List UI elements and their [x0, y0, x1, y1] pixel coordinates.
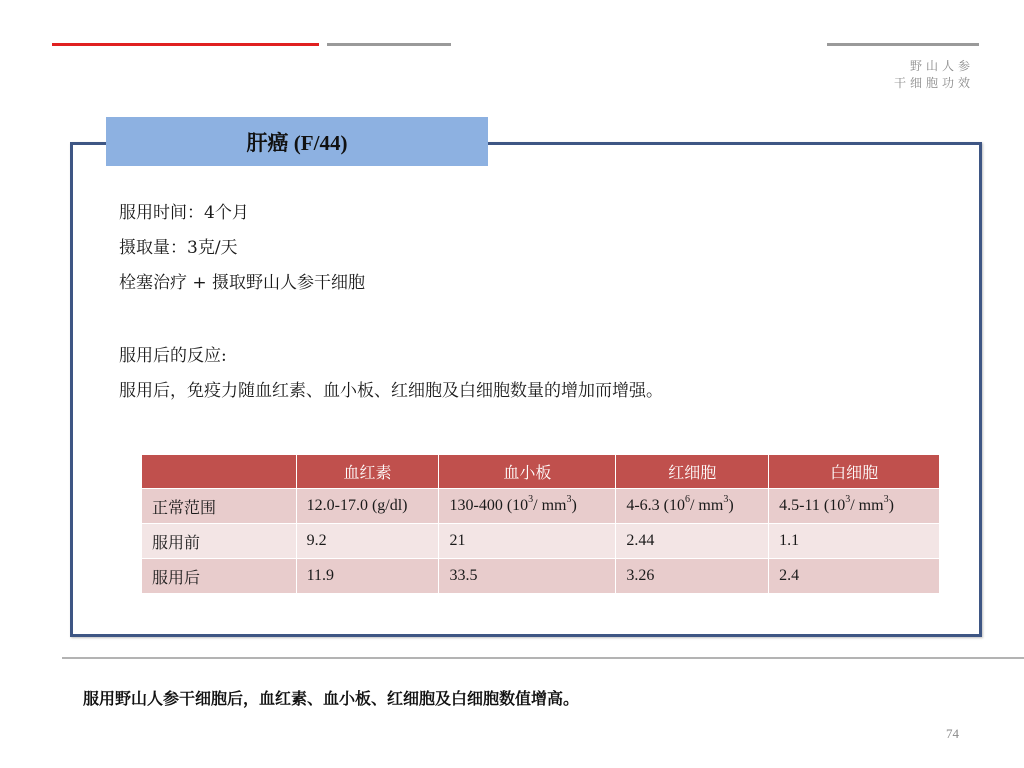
- cell-normal-platelet-unit: / mm: [533, 497, 567, 514]
- row-label-after: 服用后: [142, 559, 297, 594]
- cell-normal-hemoglobin-text: 12.0-17.0 (g/dl): [306, 497, 408, 514]
- col-header-hemoglobin: 血红素: [296, 455, 439, 489]
- reaction-label: 服用后的反应:: [119, 346, 227, 366]
- cell-normal-platelet-unit-exp: 3: [566, 494, 572, 505]
- cell-before-hemoglobin: 9.2: [296, 524, 439, 559]
- case-title: 肝癌 (F/44): [106, 117, 488, 166]
- corner-title-line2: 干细胞功效: [893, 76, 974, 90]
- table-row-after: [142, 559, 940, 594]
- cell-normal-platelet-base: 130-400 (10: [449, 497, 529, 514]
- cell-after-wbc: 2.4: [769, 559, 940, 594]
- cell-normal-platelet-close: ): [571, 497, 577, 514]
- cell-before-rbc: 2.44: [616, 524, 769, 559]
- cell-normal-wbc-base: 4.5-11 (10: [779, 497, 846, 514]
- cell-normal-wbc-unit-exp: 3: [883, 494, 889, 505]
- cell-normal-wbc: [769, 489, 940, 524]
- cell-normal-wbc-close: ): [888, 497, 894, 514]
- duration-text: 服用时间：4个月: [119, 203, 249, 223]
- cell-normal-rbc-close: ): [728, 497, 734, 514]
- cell-normal-platelet-exp: 3: [528, 494, 534, 505]
- top-right-line-gray: [827, 43, 979, 46]
- cell-after-rbc: 3.26: [616, 559, 769, 594]
- treatment-text: 栓塞治疗 + 摄取野山人参干细胞: [119, 273, 366, 293]
- col-header-platelet: 血小板: [439, 455, 616, 489]
- dosage-text: 摄取量：3克/天: [119, 238, 238, 258]
- top-accent-line-gray: [327, 43, 451, 46]
- col-header-wbc: 白细胞: [769, 455, 940, 489]
- top-accent-line-red: [52, 43, 319, 46]
- blood-count-table: [141, 454, 940, 594]
- cell-before-wbc: 1.1: [769, 524, 940, 559]
- cell-normal-hemoglobin: [296, 489, 439, 524]
- col-header-rbc: 红细胞: [616, 455, 769, 489]
- corner-title: [894, 58, 974, 92]
- cell-normal-rbc-unit-exp: 3: [723, 494, 729, 505]
- cell-normal-platelet: [439, 489, 616, 524]
- conclusion-text: 服用野山人参干细胞后，血红素、血小板、红细胞及白细胞数值增高。: [83, 689, 580, 708]
- cell-normal-wbc-exp: 3: [845, 494, 851, 505]
- row-label-before: 服用前: [142, 524, 297, 559]
- table-row-before: [142, 524, 940, 559]
- cell-normal-rbc-base: 4-6.3 (10: [626, 497, 685, 514]
- bottom-divider: [62, 657, 1024, 659]
- table-row-normal-range: [142, 489, 940, 524]
- cell-normal-rbc-unit: / mm: [689, 497, 724, 514]
- reaction-text: 服用后，免疫力随血红素、血小板、红细胞及白细胞数量的增加而增强。: [119, 381, 663, 401]
- cell-normal-rbc: [616, 489, 769, 524]
- cell-after-platelet: 33.5: [439, 559, 616, 594]
- cell-after-hemoglobin: 11.9: [296, 559, 439, 594]
- cell-normal-wbc-unit: / mm: [850, 497, 884, 514]
- corner-title-line1: 野山人参: [909, 59, 974, 73]
- row-label-normal: 正常范围: [142, 489, 297, 524]
- cell-before-platelet: 21: [439, 524, 616, 559]
- col-header-empty: [142, 455, 297, 489]
- page-number: 74: [946, 726, 959, 741]
- table-header-row: [142, 455, 940, 489]
- cell-normal-rbc-exp: 6: [684, 494, 690, 505]
